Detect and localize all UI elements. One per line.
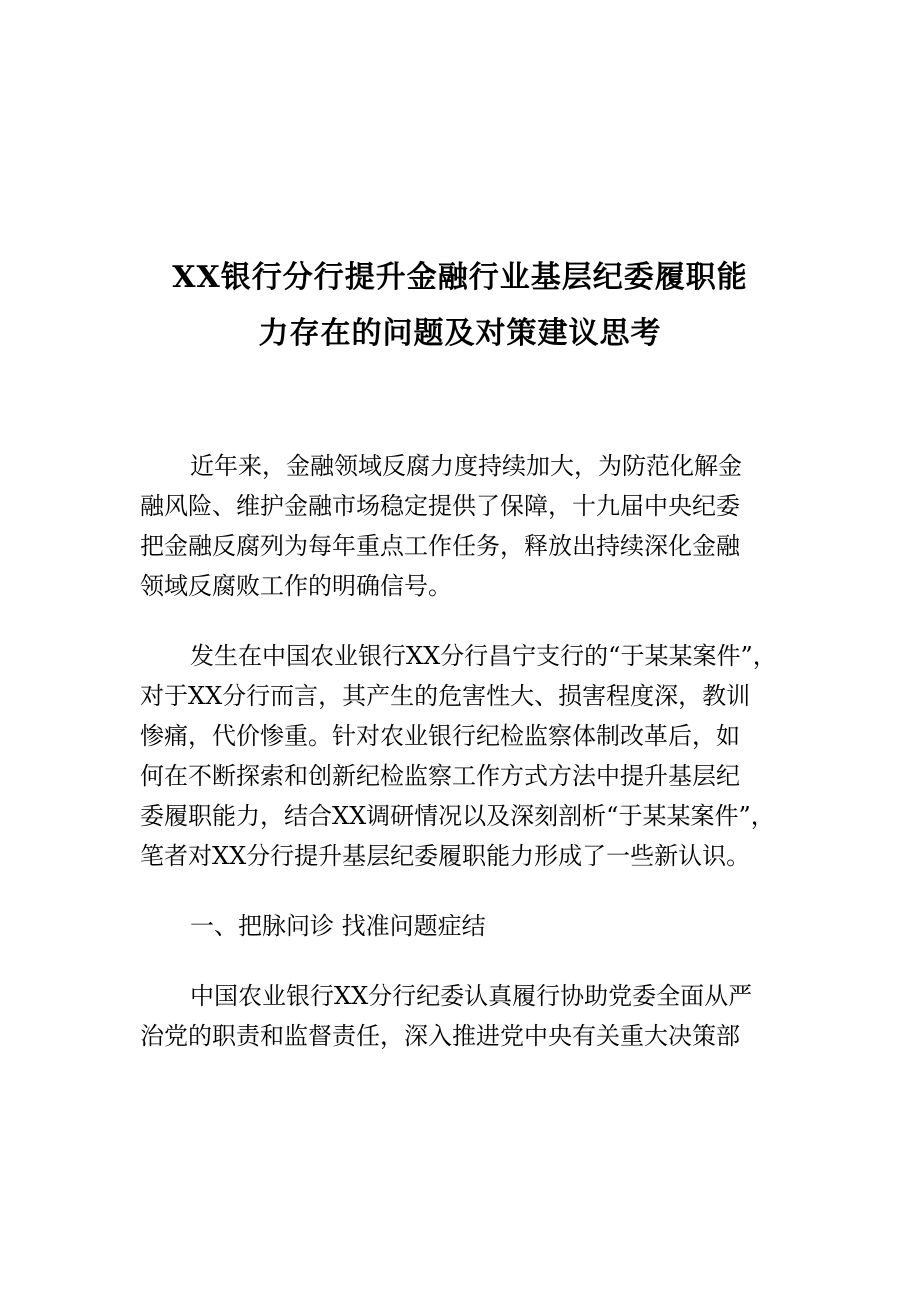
paragraph-line: 对于XX分行而言，其产生的危害性大、损害程度深，教训	[140, 682, 751, 710]
paragraph-line: 发生在中国农业银行XX分行昌宁支行的“于某某案件”，	[190, 642, 777, 670]
paragraph-line: 惨痛，代价惨重。针对农业银行纪检监察体制改革后，如	[140, 722, 740, 750]
paragraph-line: 领域反腐败工作的明确信号。	[140, 572, 452, 600]
document-title	[120, 250, 800, 362]
paragraph-section-one	[140, 976, 790, 1056]
paragraph-case	[140, 636, 790, 876]
paragraph-line: 治党的职责和监督责任，深入推进党中央有关重大决策部	[140, 1022, 740, 1050]
paragraph-line: 融风险、维护金融市场稳定提供了保障，十九届中央纪委	[140, 492, 740, 520]
paragraph-line: 把金融反腐列为每年重点工作任务，释放出持续深化金融	[140, 532, 740, 560]
section-heading	[140, 906, 790, 946]
paragraph-line: 中国农业银行XX分行纪委认真履行协助党委全面从严	[190, 982, 753, 1010]
paragraph-line: 笔者对XX分行提升基层纪委履职能力形成了一些新认识。	[140, 842, 751, 870]
paragraph-line: 近年来，金融领域反腐力度持续加大，为防范化解金	[190, 452, 742, 480]
section-heading-line: 一、把脉问诊 找准问题症结	[190, 912, 486, 940]
paragraph-line: 委履职能力，结合XX调研情况以及深刻剖析“于某某案件”，	[140, 802, 775, 830]
title-line: 力存在的问题及对策建议思考	[258, 316, 662, 351]
paragraph-line: 何在不断探索和创新纪检监察工作方式方法中提升基层纪	[140, 762, 740, 790]
title-line: XX银行分行提升金融行业基层纪委履职能	[172, 260, 748, 295]
paragraph-intro	[140, 446, 790, 606]
document-body	[140, 446, 790, 1086]
